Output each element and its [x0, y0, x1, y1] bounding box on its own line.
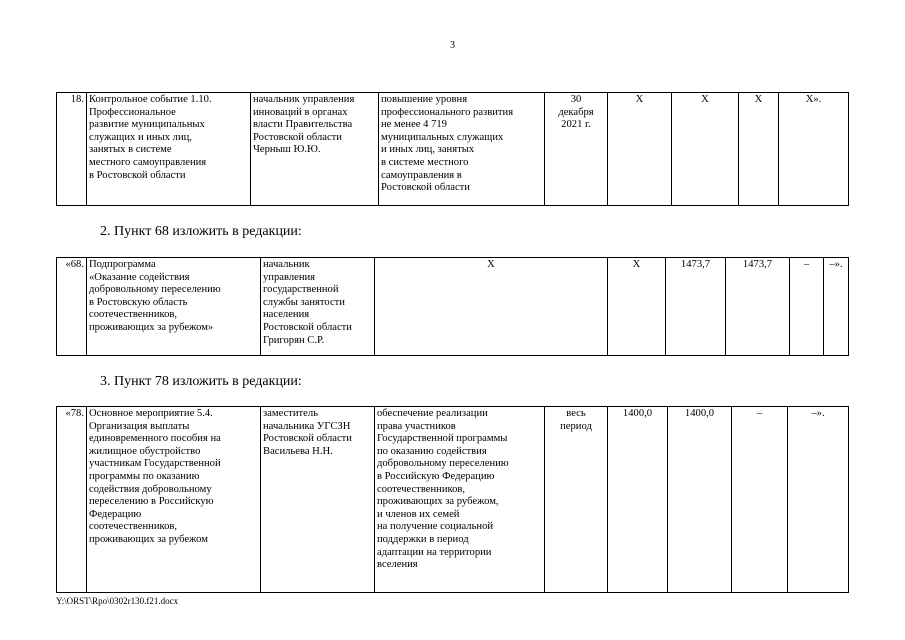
table-row-18 — [56, 92, 849, 206]
executor-cell: начальник управления государственной службы занятости населения Ростовской области Григорян С.Р. — [261, 258, 375, 356]
deadline-cell: весь период — [545, 407, 608, 593]
value-cell-3: – — [732, 407, 788, 593]
program-name-cell: Подпрограмма «Оказание содействия добровольному переселению в Ростовскую область соотечественников, проживающих за рубежом» — [87, 258, 261, 356]
deadline-cell: Х — [608, 258, 666, 356]
value-cell-2: Х — [672, 93, 739, 206]
executor-cell: начальник управления инноваций в органах власти Правительства Ростовской области Черныш Ю.Ю. — [251, 93, 379, 206]
value-cell-3: Х — [739, 93, 779, 206]
deadline-cell: 30 декабря 2021 г. — [545, 93, 608, 206]
table-row-78 — [56, 406, 849, 593]
executor-cell: заместитель начальника УГСЗН Ростовской области Васильева Н.Н. — [261, 407, 375, 593]
value-cell-2: 1400,0 — [668, 407, 732, 593]
row-number: 18. — [57, 93, 87, 206]
result-cell: повышение уровня профессионального развития не менее 4 719 муниципальных служащих и иных лиц, занятых в системе местного самоуправления в Ростовской области — [379, 93, 545, 206]
row-number: «78. — [57, 407, 87, 593]
instruction-paragraph-3: 3. Пункт 78 изложить в редакции: — [100, 374, 302, 389]
value-cell-3: – — [790, 258, 824, 356]
value-cell-2: 1473,7 — [726, 258, 790, 356]
page-number: 3 — [450, 40, 455, 51]
row-number: «68. — [57, 258, 87, 356]
value-cell-1: 1473,7 — [666, 258, 726, 356]
activity-name-cell: Основное мероприятие 5.4. Организация выплаты единовременного пособия на жилищное обустройство участникам Государственной программы по оказанию содействия добровольному переселению в Российскую Федерацию соотечественников, проживающих за рубежом — [87, 407, 261, 593]
result-cell: обеспечение реализации права участников Государственной программы по оказанию содействия добровольному переселению в Российскую Федерацию соотечественников, проживающих за рубежом, и членов их семей на получение социальной поддержки в период адаптации на территории вселения — [375, 407, 545, 593]
value-cell-4: –». — [824, 258, 849, 356]
value-cell-4: –». — [788, 407, 849, 593]
value-cell-4: Х». — [779, 93, 849, 206]
result-cell: Х — [375, 258, 608, 356]
value-cell-1: Х — [608, 93, 672, 206]
instruction-paragraph-2: 2. Пункт 68 изложить в редакции: — [100, 224, 302, 239]
file-path-footer: Y:\ORST\Rpo\0302r130.f21.docx — [56, 596, 179, 606]
table-row-68 — [56, 257, 849, 356]
event-name-cell: Контрольное событие 1.10. Профессиональное развитие муниципальных служащих и иных лиц, занятых в системе местного самоуправления в Ростовской области — [87, 93, 251, 206]
value-cell-1: 1400,0 — [608, 407, 668, 593]
